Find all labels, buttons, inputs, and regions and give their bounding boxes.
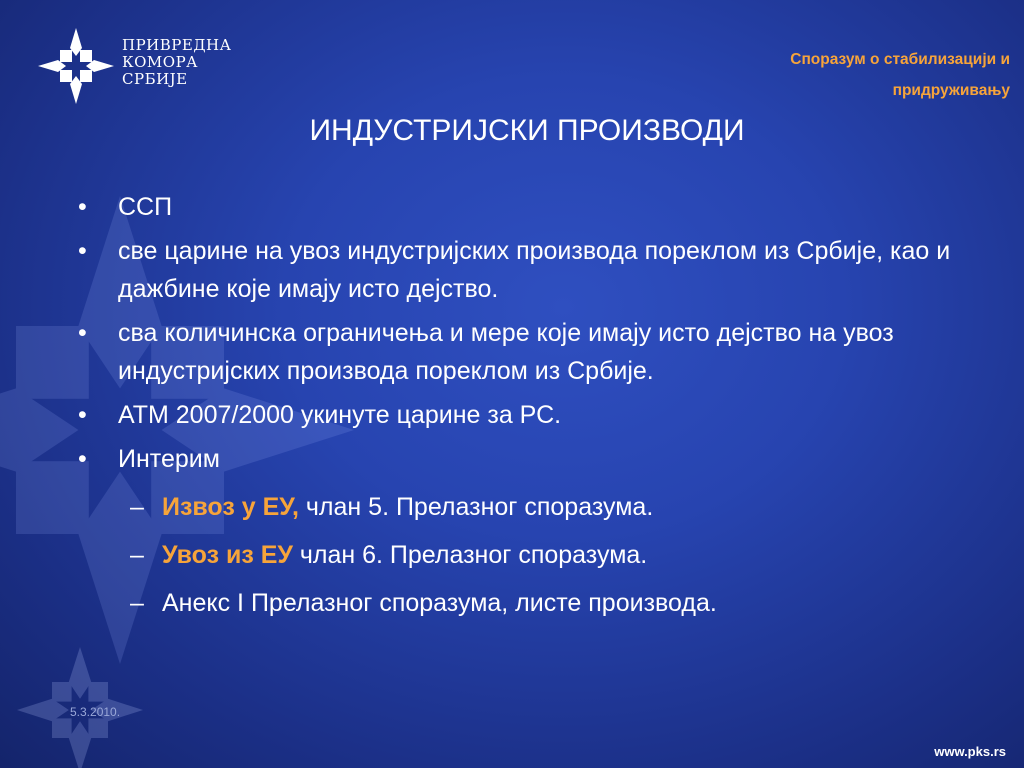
sub-bullet-text: члан 6. Прелазног споразума.	[292, 541, 648, 569]
agreement-header	[590, 44, 1010, 106]
small-logo-watermark-icon	[10, 640, 150, 768]
sub-bullet-item	[78, 536, 998, 574]
sub-bullet-text: Анекс I Прелазног споразума, листе производа.	[162, 589, 717, 617]
bullet-marker: •	[78, 237, 87, 265]
bullet-item	[78, 314, 998, 390]
logo-line-1: ПРИВРЕДНА	[122, 36, 232, 54]
slide-date: 5.3.2010.	[70, 705, 121, 719]
bullet-text: АТМ 2007/2000 укинуте царине за РС.	[118, 401, 562, 429]
bullet-text: Интерим	[118, 445, 220, 473]
bullet-list	[78, 188, 998, 622]
slide-title: ИНДУСТРИЈСКИ ПРОИЗВОДИ	[309, 114, 745, 147]
logo-line-2: КОМОРА	[122, 53, 199, 71]
bullet-item	[78, 440, 998, 478]
sub-bullet-item	[78, 488, 998, 526]
bullet-item	[78, 396, 998, 434]
sub-bullet-bold-text: Увоз из ЕУ	[162, 541, 293, 569]
bullet-marker: •	[78, 319, 87, 347]
sub-bullet-text: члан 5. Прелазног споразума.	[298, 493, 654, 521]
bullet-text: сва количинска ограничења и мере које имају исто дејство на увоз индустријских производа пореклом из Србије.	[118, 319, 894, 385]
sub-bullet-marker: –	[130, 589, 144, 617]
bullet-item	[78, 188, 998, 226]
bullet-text: ССП	[118, 193, 173, 221]
sub-bullet-item	[78, 584, 998, 622]
logo-line-3: СРБИЈЕ	[122, 70, 188, 88]
agreement-header-line-1: Споразум о стабилизацији и	[790, 51, 1010, 68]
logo-text	[122, 37, 231, 88]
bullet-marker: •	[78, 193, 87, 221]
bullet-text: све царине на увоз индустријских производа пореклом из Србије, као и дажбине које имају исто дејство.	[118, 237, 951, 303]
bullet-marker: •	[78, 401, 87, 429]
agreement-header-line-2: придруживању	[892, 82, 1010, 99]
website-link[interactable]: www.pks.rs	[934, 744, 1006, 759]
sub-bullet-marker: –	[130, 541, 144, 569]
bullet-item	[78, 232, 998, 308]
sub-bullet-marker: –	[130, 493, 144, 521]
sub-bullet-bold-text: Извоз у ЕУ,	[162, 493, 299, 521]
bullet-marker: •	[78, 445, 87, 473]
